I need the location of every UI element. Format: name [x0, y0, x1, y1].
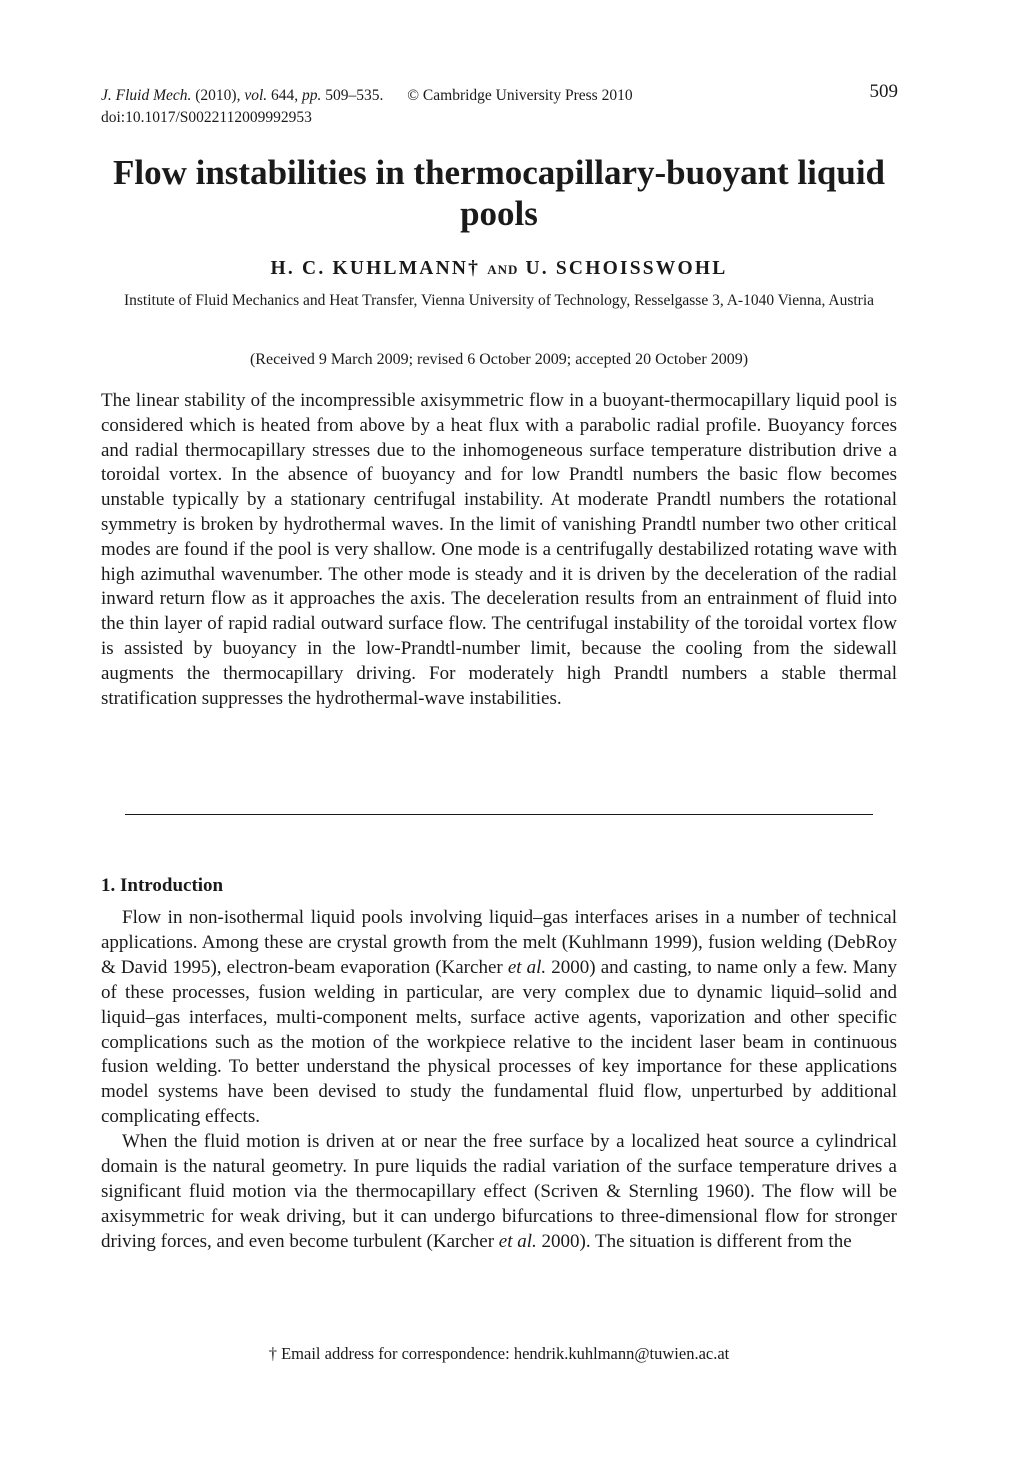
paragraph-1-part-a: Flow in non-isothermal liquid pools involving liquid–gas interfaces arises in a number of technical applications. Among these are crystal growth from the melt (Kuhlmann 1999), fusion welding (DebRoy & David 1995), electron-beam evaporation (Karcher: [101, 907, 897, 978]
introduction-body: [101, 906, 897, 1255]
citation-et-al: et al.: [498, 1230, 537, 1252]
paragraph-1: [101, 906, 897, 1130]
received-dates: (Received 9 March 2009; revised 6 October 2009; accepted 20 October 2009): [249, 351, 749, 368]
author-schoisswohl: U. SCHOISSWOHL: [525, 258, 728, 279]
journal-year: (2010),: [195, 87, 241, 104]
volume-label: vol.: [244, 87, 268, 104]
author-list: [101, 258, 897, 280]
citation-line: [101, 85, 633, 107]
journal-name: J. Fluid Mech.: [101, 87, 192, 104]
paragraph-2-part-b: 2000). The situation is different from the: [536, 1230, 852, 1252]
pages-label: pp.: [302, 87, 322, 104]
paper-title: Flow instabilities in thermocapillary-buoyant liquid pools: [112, 153, 886, 233]
correspondence-footnote: † Email address for correspondence: hendrik.kuhlmann@tuwien.ac.at: [268, 1344, 730, 1363]
doi: doi:10.1017/S0022112009992953: [101, 109, 312, 126]
running-header: [101, 85, 633, 129]
abstract: The linear stability of the incompressible axisymmetric flow in a buoyant-thermocapillary liquid pool is considered which is heated from above by a heat flux with a parabolic radial profile. Buoyancy forces and radial thermocapillary stresses due to the inhomogeneous surface temperature distribution drive a toroidal vortex. In the absence of buoyancy and for low Prandtl numbers the basic flow becomes unstable typically by a stationary centrifugal instability. At moderate Prandtl numbers the rotational symmetry is broken by hydrothermal waves. In the limit of vanishing Prandtl number two other critical modes are found if the pool is very shallow. One mode is a centrifugally destabilized rotating wave with high azimuthal wavenumber. The other mode is steady and it is driven by the deceleration of the radial inward return flow as it approaches the axis. The deceleration results from an entrainment of fluid into the thin layer of rapid radial outward surface flow. The centrifugal instability of the toroidal vortex flow is assisted by buoyancy in the low-Prandtl-number limit, because the cooling from the sidewall augments the thermocapillary driving. For moderately high Prandtl numbers a stable thermal stratification suppresses the hydrothermal-wave instabilities.: [101, 390, 897, 709]
copyright-notice: © Cambridge University Press 2010: [407, 87, 633, 104]
paragraph-1-part-b: 2000) and casting, to name only a few. Many of these processes, fusion welding in particular, are very complex due to dynamic liquid–solid and liquid–gas interfaces, multi-component melts, surface active agents, vaporization and other specific complications such as the motion of the workpiece relative to the incident laser beam in continuous fusion welding. To better understand the physical processes of key importance for these applications model systems have been devised to study the fundamental fluid flow, unperturbed by additional complicating effects.: [101, 956, 897, 1128]
paragraph-2-part-a: When the fluid motion is driven at or near the free surface by a localized heat source a cylindrical domain is the natural geometry. In pure liquids the radial variation of the surface temperature drives a significant fluid motion via the thermocapillary effect (Scriven & Sternling 1960). The flow will be axisymmetric for weak driving, but it can undergo bifurcations to three-dimensional flow for stronger driving forces, and even become turbulent (Karcher: [101, 1131, 897, 1252]
paragraph-2: [101, 1130, 897, 1255]
citation-et-al: et al.: [507, 956, 547, 978]
affiliation: Institute of Fluid Mechanics and Heat Transfer, Vienna University of Technology, Resselgasse 3, A-1040 Vienna, Austria: [123, 292, 875, 309]
abstract-divider: [125, 814, 873, 815]
author-kuhlmann: H. C. KUHLMANN†: [270, 258, 481, 279]
author-conjunction: AND: [487, 262, 519, 277]
page-number: 509: [869, 81, 898, 102]
page-range: 509–535.: [325, 87, 384, 104]
volume-number: 644,: [271, 87, 299, 104]
section-heading-introduction: 1. Introduction: [101, 875, 224, 896]
